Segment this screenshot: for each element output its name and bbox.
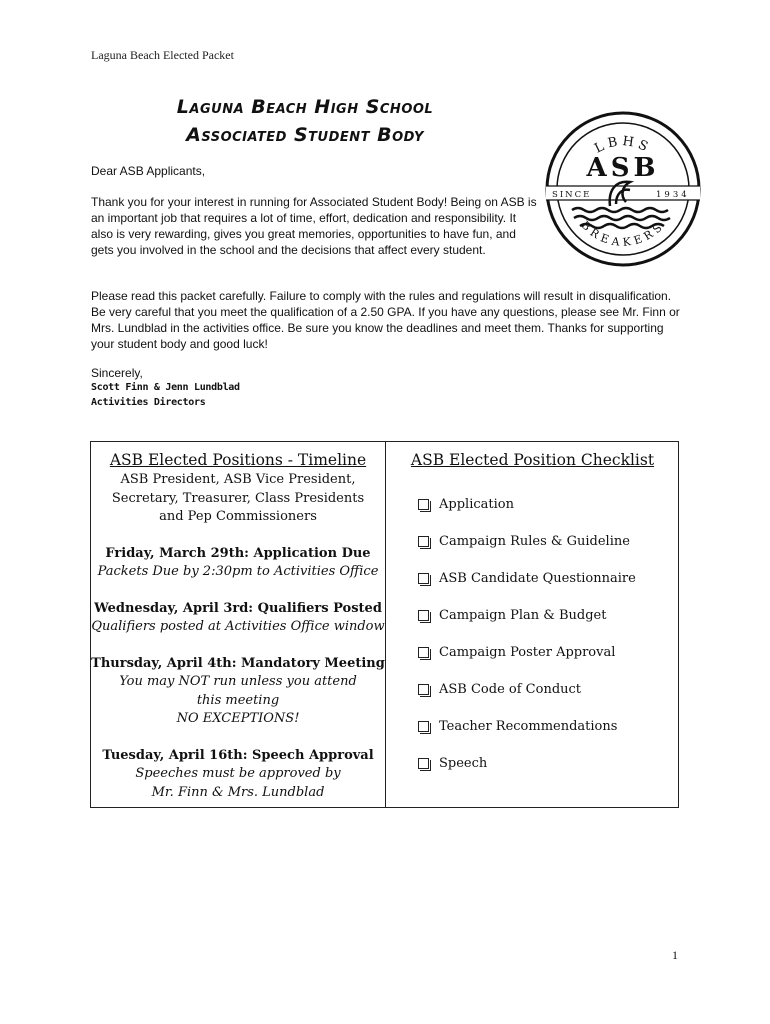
timeline-heading: ASB Elected Positions - Timeline — [109, 451, 367, 469]
checklist-item[interactable]: Application — [386, 486, 679, 523]
timeline-event-date: Tuesday, April 16th: Speech Approval — [102, 747, 374, 763]
logo-top-text: LBHS — [592, 134, 654, 157]
checkbox-icon[interactable] — [418, 536, 429, 547]
checklist-item[interactable]: Speech — [386, 745, 679, 782]
checkbox-icon[interactable] — [418, 721, 429, 732]
checkbox-icon[interactable] — [418, 610, 429, 621]
timeline-event-note: Qualifiers posted at Activities Office window — [91, 619, 385, 634]
signature-names: Scott Finn & Jenn Lundblad — [91, 382, 240, 393]
checkbox-icon[interactable] — [418, 499, 429, 510]
timeline-positions: ASB President, ASB Vice President, Secretary, Treasurer, Class Presidents and Pep Commissioners — [111, 472, 365, 524]
timeline-event-date: Thursday, April 4th: Mandatory Meeting — [91, 655, 385, 671]
checkbox-icon[interactable] — [418, 684, 429, 695]
timeline-column — [91, 449, 385, 802]
checklist-item[interactable]: ASB Candidate Questionnaire — [386, 560, 679, 597]
title-line-1: Laguna Beach High School — [176, 96, 434, 118]
page-number: 1 — [672, 948, 678, 962]
signature-title: Activities Directors — [91, 397, 206, 408]
checkbox-icon[interactable] — [418, 573, 429, 584]
svg-text:BREAKERS — [579, 219, 668, 249]
timeline-event-note: You may NOT run unless you attend this meeting — [119, 674, 357, 708]
timeline-event-note: Packets Due by 2:30pm to Activities Office — [97, 564, 379, 579]
title-line-2: Associated Student Body — [186, 124, 424, 146]
timeline-event-note-2: NO EXCEPTIONS! — [176, 711, 300, 726]
asb-logo — [544, 110, 702, 268]
checklist-item[interactable]: Teacher Recommendations — [386, 708, 679, 745]
checklist-heading: ASB Elected Position Checklist — [410, 451, 655, 469]
timeline-event-note: Speeches must be approved by — [135, 766, 341, 781]
checkbox-icon[interactable] — [418, 758, 429, 769]
checklist-item[interactable]: Campaign Rules & Guideline — [386, 523, 679, 560]
logo-year-text: 1934 — [656, 190, 690, 200]
checklist-item[interactable]: Campaign Poster Approval — [386, 634, 679, 671]
checklist-column — [386, 449, 679, 782]
logo-since-text: SINCE — [552, 190, 592, 200]
timeline-event-note-2: Mr. Finn & Mrs. Lundblad — [151, 784, 325, 800]
checklist-item[interactable]: ASB Code of Conduct — [386, 671, 679, 708]
checklist-item[interactable]: Campaign Plan & Budget — [386, 597, 679, 634]
running-header: Laguna Beach Elected Packet — [91, 48, 234, 62]
letter-closing: Sincerely, — [91, 366, 143, 380]
letter-paragraph-2: Please read this packet carefully. Failure to comply with the rules and regulations will result in disqualification. Be very careful that you meet the qualification of a 2.50 GPA. If you have any questions, please see Mr. Finn or Mrs. Lundblad in the activities office. Be sure you know the deadlines and meet them. Thanks for supporting your student body and good luck! — [91, 289, 680, 351]
letter-greeting: Dear ASB Applicants, — [91, 164, 206, 178]
timeline-event-date: Wednesday, April 3rd: Qualifiers Posted — [94, 600, 382, 616]
timeline-event-date: Friday, March 29th: Application Due — [105, 545, 371, 561]
checkbox-icon[interactable] — [418, 647, 429, 658]
logo-center-text: ASB — [586, 153, 660, 183]
logo-bottom-text: BREAKERS — [578, 218, 668, 249]
letter-paragraph-1: Thank you for your interest in running for Associated Student Body! Being on ASB is an important job that requires a lot of time, effort, dedication and responsibility. It also is very rewarding, gives you great memories, opportunities to have fun, and gets you involved in the school and the decisions that affect every student. — [91, 195, 537, 257]
